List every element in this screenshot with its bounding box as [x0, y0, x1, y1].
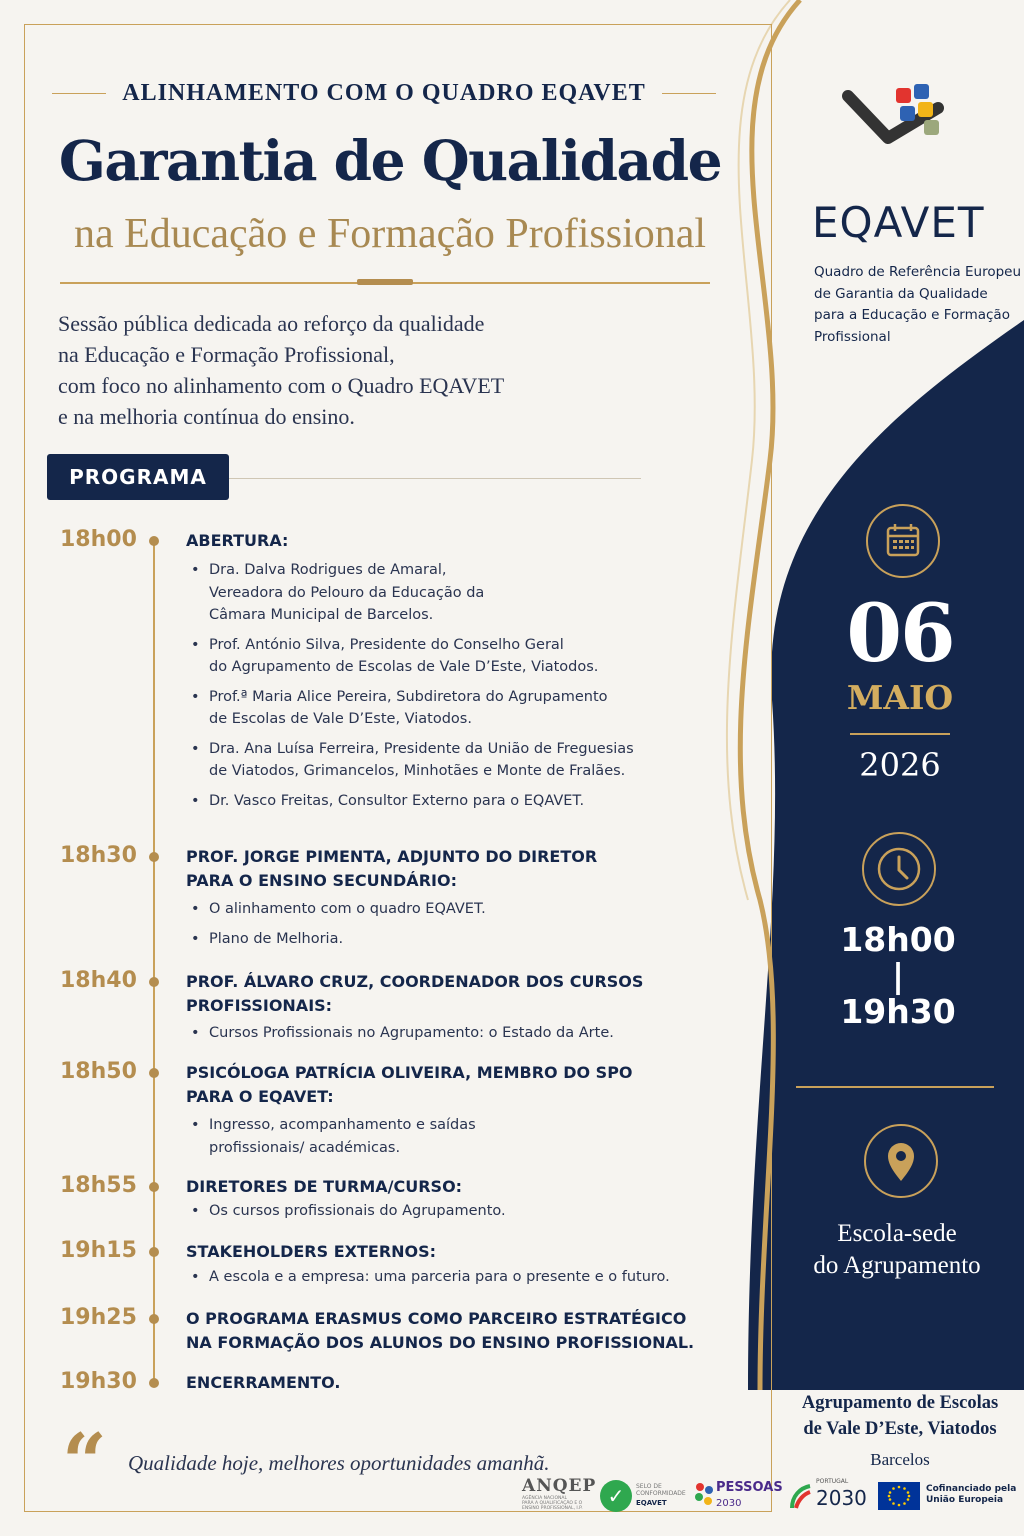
heading-line: NA FORMAÇÃO DOS ALUNOS DO ENSINO PROFISSIONAL. — [186, 1333, 695, 1352]
eqavet-name: EQAVET — [812, 198, 985, 247]
timeline-heading — [186, 1307, 695, 1355]
heading-line: PROF. JORGE PIMENTA, ADJUNTO DO DIRETOR — [186, 847, 598, 866]
bullet-item — [190, 634, 660, 679]
bullet-item — [190, 790, 660, 813]
bullet-item — [190, 686, 660, 731]
intro-line: e na melhoria contínua do ensino. — [58, 404, 355, 429]
bullet-line: profissionais/ académicas. — [209, 1139, 401, 1156]
pessoas-2030-logo — [694, 1476, 783, 1516]
bullet-item — [190, 1200, 660, 1223]
eu-line: União Europeia — [926, 1495, 1004, 1505]
timeline-heading — [186, 845, 666, 893]
heading-line: O PROGRAMA ERASMUS COMO PARCEIRO ESTRATÉGICO — [186, 1309, 687, 1328]
timeline-time: 19h25 — [60, 1305, 137, 1330]
anqep-sub: AGÊNCIA NACIONAL — [522, 1496, 568, 1501]
timeline-dot — [149, 1247, 159, 1257]
heading-line: PROFISSIONAIS: — [186, 996, 333, 1015]
eqavet-logo-icon — [838, 76, 948, 166]
eu-cofinance-logo — [878, 1476, 1018, 1516]
bullet-item — [190, 898, 660, 921]
place-line: do Agrupamento — [813, 1252, 981, 1279]
title-divider-mark — [357, 279, 413, 285]
selo-name: EQAVET — [636, 1499, 667, 1507]
event-day: 06 — [846, 586, 954, 680]
bullet-line: • Dr. Vasco Freitas, Consultor Externo para o EQAVET. — [209, 792, 585, 809]
heading-line: STAKEHOLDERS EXTERNOS: — [186, 1242, 437, 1261]
timeline-time: 18h00 — [60, 527, 137, 552]
bullet-line: • Plano de Melhoria. — [209, 930, 344, 947]
portugal-label: PORTUGAL — [816, 1478, 849, 1485]
heading-line: ENCERRAMENTO. — [186, 1373, 341, 1392]
timeline-bullets — [190, 1114, 660, 1166]
eu-line: Cofinanciado pela — [926, 1484, 1017, 1494]
side-divider — [796, 1086, 994, 1088]
heading-line: PARA O EQAVET: — [186, 1087, 334, 1106]
heading-line: PARA O ENSINO SECUNDÁRIO: — [186, 871, 457, 890]
event-month: MAIO — [846, 678, 954, 717]
timeline-heading — [186, 1240, 666, 1264]
anqep-sub: ENSINO PROFISSIONAL, I.P. — [522, 1506, 583, 1511]
anqep-name: ANQEP — [522, 1476, 597, 1496]
clock-icon — [862, 832, 936, 906]
timeline-dot — [149, 852, 159, 862]
kicker-rule-right — [662, 93, 716, 95]
partner-logos — [522, 1476, 1018, 1518]
heading-line: DIRETORES DE TURMA/CURSO: — [186, 1177, 463, 1196]
timeline-heading — [186, 529, 666, 553]
timeline-bullets — [190, 898, 660, 957]
description-line: Profissional — [814, 328, 891, 345]
timeline-time: 18h55 — [60, 1173, 137, 1198]
page-subtitle: na Educação e Formação Profissional — [73, 211, 707, 257]
timeline-time: 18h40 — [60, 968, 137, 993]
pessoas-name: PESSOAS — [716, 1480, 783, 1495]
timeline-dot — [149, 536, 159, 546]
timeline-bullets — [190, 1200, 660, 1230]
city-name: Barcelos — [870, 1450, 930, 1469]
eqavet-description — [814, 262, 1024, 348]
programa-rule — [229, 478, 641, 479]
bullet-item — [190, 559, 660, 627]
bullet-line: de Escolas de Vale D’Este, Viatodos. — [209, 711, 472, 727]
quote-icon: “ — [62, 1417, 107, 1508]
selo-label — [636, 1483, 686, 1497]
event-place — [790, 1218, 1004, 1282]
quote-text: Qualidade hoje, melhores oportunidades amanhã. — [128, 1451, 550, 1475]
heading-line: PSICÓLOGA PATRÍCIA OLIVEIRA, MEMBRO DO SPO — [186, 1063, 633, 1082]
bullet-line: • O alinhamento com o quadro EQAVET. — [209, 901, 486, 917]
bullet-line: • Ingresso, acompanhamento e saídas — [209, 1117, 476, 1133]
pessoas-year: 2030 — [716, 1498, 742, 1509]
timeline-heading — [186, 1371, 666, 1395]
anqep-logo — [522, 1476, 597, 1516]
event-time-separator: | — [891, 956, 905, 995]
place-line: Escola-sede — [837, 1220, 957, 1247]
event-time-start: 18h00 — [840, 920, 956, 959]
timeline-time: 18h50 — [60, 1059, 137, 1084]
bullet-item — [190, 1266, 670, 1289]
intro-line: na Educação e Formação Profissional, — [58, 342, 395, 367]
intro-line: com foco no alinhamento com o Quadro EQAVET — [58, 373, 505, 398]
bullet-line: Vereadora do Pelouro da Educação da — [209, 584, 485, 601]
calendar-icon — [866, 504, 940, 578]
bullet-line: • Os cursos profissionais do Agrupamento. — [209, 1203, 506, 1219]
timeline-bullets — [190, 1266, 670, 1296]
bullet-line: • A escola e a empresa: uma parceria para o presente e o futuro. — [209, 1269, 670, 1285]
description-line: de Garantia da Qualidade — [814, 285, 988, 302]
timeline-dot — [149, 1068, 159, 1078]
timeline-heading — [186, 1061, 666, 1109]
timeline-heading — [186, 1175, 666, 1199]
page-title: Garantia de Qualidade — [58, 128, 722, 193]
timeline-dot — [149, 977, 159, 987]
description-line: para a Educação e Formação — [814, 307, 1010, 323]
bullet-item — [190, 1114, 660, 1159]
bullet-line: • Dra. Ana Luísa Ferreira, Presidente da União de Freguesias — [209, 740, 634, 757]
timeline-heading — [186, 970, 666, 1018]
bullet-line: do Agrupamento de Escolas de Vale D’Este, Viatodos. — [209, 659, 599, 675]
bullet-line: Câmara Municipal de Barcelos. — [209, 607, 434, 623]
bullet-item — [190, 738, 660, 783]
event-year: 2026 — [859, 746, 941, 784]
bullet-line: de Viatodos, Grimancelos, Minhotães e Monte de Fralães. — [209, 763, 626, 779]
heading-line: ABERTURA: — [186, 531, 289, 550]
bullet-line: • Dra. Dalva Rodrigues de Amaral, — [209, 562, 447, 578]
kicker-rule-left — [52, 93, 106, 95]
portugal-icon — [790, 1484, 812, 1510]
selo-eqavet-logo — [600, 1476, 692, 1516]
school-line: Agrupamento de Escolas — [801, 1393, 999, 1413]
timeline-dot — [149, 1182, 159, 1192]
selo-line: SELO DE — [636, 1483, 662, 1490]
programa-badge: PROGRAMA — [47, 454, 229, 500]
intro-text — [58, 308, 578, 432]
heading-line: PROF. ÁLVARO CRUZ, COORDENADOR DOS CURSOS — [186, 972, 644, 991]
school-name — [782, 1390, 1018, 1442]
bullet-item — [190, 1022, 660, 1045]
bullet-line: • Prof.ª Maria Alice Pereira, Subdiretora do Agrupamento — [209, 688, 608, 705]
portugal-2030-logo — [790, 1476, 870, 1516]
selo-line: CONFORMIDADE — [636, 1490, 686, 1497]
timeline-bullets — [190, 1022, 660, 1052]
kicker-row — [52, 80, 716, 107]
location-pin-icon — [864, 1124, 938, 1198]
bullet-line: • Cursos Profissionais no Agrupamento: o Estado da Arte. — [209, 1025, 614, 1041]
timeline-dot — [149, 1378, 159, 1388]
timeline-time: 19h30 — [60, 1369, 137, 1394]
description-line: Quadro de Referência Europeu — [814, 264, 1022, 280]
bullet-item — [190, 928, 660, 951]
timeline-time: 18h30 — [60, 843, 137, 868]
date-divider — [850, 733, 950, 735]
pessoas-icon — [694, 1482, 714, 1506]
kicker: ALINHAMENTO COM O QUADRO EQAVET — [122, 80, 646, 106]
bullet-line: • Prof. António Silva, Presidente do Conselho Geral — [209, 636, 564, 653]
school-line: de Vale D’Este, Viatodos — [803, 1419, 997, 1439]
event-time — [798, 922, 998, 1030]
event-time-end: 19h30 — [840, 992, 956, 1031]
check-icon: ✓ — [600, 1480, 632, 1512]
eu-flag-icon — [878, 1482, 920, 1510]
timeline-dot — [149, 1314, 159, 1324]
timeline-time: 19h15 — [60, 1238, 137, 1263]
anqep-sub: PARA A QUALIFICAÇÃO E O — [522, 1501, 583, 1506]
portugal-year: 2030 — [816, 1486, 867, 1510]
timeline-bullets — [190, 559, 660, 819]
intro-line: Sessão pública dedicada ao reforço da qualidade — [58, 311, 485, 336]
eu-label — [926, 1484, 1016, 1506]
